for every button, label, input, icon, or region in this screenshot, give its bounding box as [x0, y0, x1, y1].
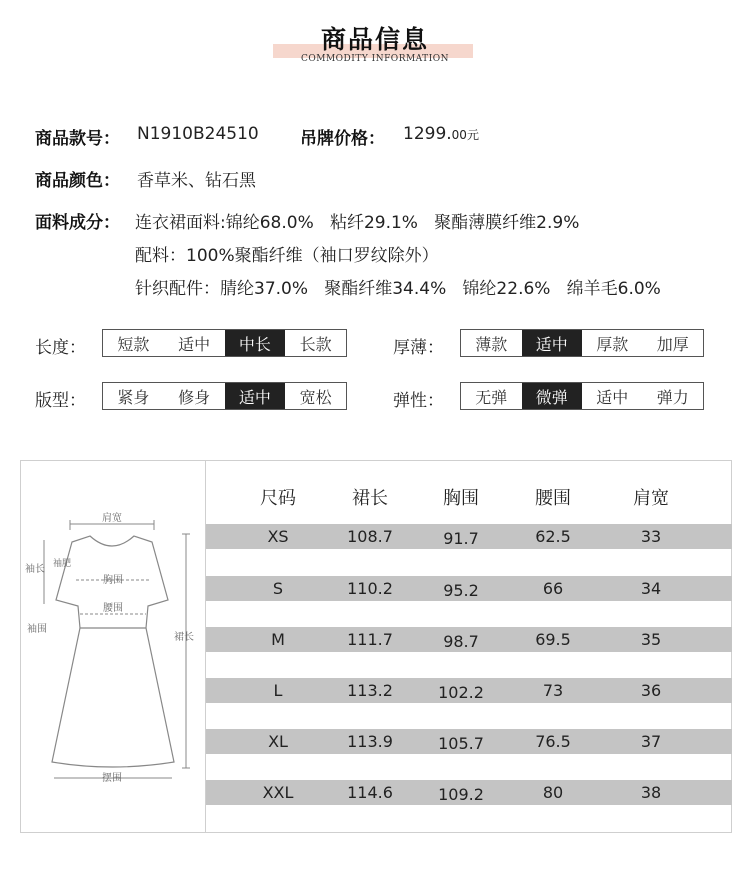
option-cell: 宽松	[299, 387, 332, 407]
diagram-label-skirt-length: 裙长	[174, 632, 194, 643]
table-cell: 108.7	[347, 527, 393, 546]
table-cell: 35	[640, 630, 662, 649]
option-group-length	[102, 329, 347, 357]
size-header-chest: 胸围	[443, 488, 479, 509]
table-cell: M	[271, 630, 285, 649]
table-cell: 66	[542, 579, 564, 598]
option-cell-selected: 适中	[522, 330, 583, 356]
option-cell: 紧身	[117, 387, 150, 407]
table-cell: 62.5	[535, 527, 571, 546]
option-cell-selected: 微弹	[522, 383, 583, 409]
fabric-line-3: 针织配件：腈纶37.0% 聚酯纤维34.4% 锦纶22.6% 绵羊毛6.0%	[135, 279, 661, 299]
table-cell: 105.7	[438, 734, 484, 753]
table-cell: XS	[267, 527, 289, 546]
product-code-value: N1910B24510	[137, 124, 259, 144]
price-value	[403, 124, 479, 144]
table-cell: 37	[640, 732, 662, 751]
page-subtitle: COMMODITY INFORMATION	[300, 54, 449, 64]
diagram-label-hem: 摆围	[102, 773, 122, 784]
option-label-elasticity: 弹性：	[393, 391, 444, 411]
diagram-label-sleeve-length: 袖长	[25, 564, 45, 575]
size-header-size: 尺码	[260, 488, 296, 509]
size-header-waist: 腰围	[535, 488, 571, 509]
option-cell: 适中	[178, 334, 211, 354]
table-cell: 36	[640, 681, 662, 700]
table-cell: L	[273, 681, 283, 700]
table-cell: 113.2	[347, 681, 393, 700]
option-cell: 短款	[117, 334, 150, 354]
price-small: 00元	[451, 128, 479, 142]
option-cell: 长款	[299, 334, 332, 354]
table-cell: 34	[640, 579, 662, 598]
option-cell: 弹力	[656, 387, 689, 407]
option-cell: 修身	[178, 387, 211, 407]
size-header-shoulder: 肩宽	[633, 488, 669, 509]
table-cell: 91.7	[443, 529, 479, 548]
option-cell: 加厚	[656, 334, 689, 354]
diagram-label-cuff: 袖围	[27, 624, 47, 635]
option-label-length: 长度：	[35, 338, 86, 358]
table-cell: XL	[268, 732, 288, 751]
option-label-fit: 版型：	[35, 391, 86, 411]
option-group-fit	[102, 382, 347, 410]
table-cell: 111.7	[347, 630, 393, 649]
table-cell: 73	[542, 681, 564, 700]
option-cell: 无弹	[475, 387, 508, 407]
table-cell: 33	[640, 527, 662, 546]
fabric-line-2: 配料：100%聚酯纤维（袖口罗纹除外）	[135, 246, 439, 266]
table-cell: XXL	[262, 783, 294, 802]
table-cell: 110.2	[347, 579, 393, 598]
option-cell: 适中	[596, 387, 629, 407]
page-title: 商品信息	[320, 25, 429, 54]
color-value: 香草米、钻石黑	[137, 171, 256, 191]
table-cell: 95.2	[443, 581, 479, 600]
fabric-line-1: 连衣裙面料:锦纶68.0% 粘纤29.1% 聚酯薄膜纤维2.9%	[135, 213, 580, 233]
option-group-elasticity	[460, 382, 704, 410]
table-cell: 109.2	[438, 785, 484, 804]
table-cell: 113.9	[347, 732, 393, 751]
size-header-length: 裙长	[352, 488, 388, 509]
table-cell: 102.2	[438, 683, 484, 702]
option-group-thickness	[460, 329, 704, 357]
price-label: 吊牌价格：	[300, 129, 385, 149]
diagram-label-waist: 腰围	[103, 603, 123, 614]
table-cell: 38	[640, 783, 662, 802]
table-cell: S	[272, 579, 284, 598]
option-cell: 厚款	[596, 334, 629, 354]
diagram-label-chest: 胸围	[103, 575, 123, 586]
option-cell-selected: 中长	[225, 330, 286, 356]
table-cell: 114.6	[347, 783, 393, 802]
color-label: 商品颜色：	[35, 171, 120, 191]
price-main: 1299.	[403, 124, 452, 144]
table-cell: 76.5	[535, 732, 571, 751]
option-label-thickness: 厚薄：	[393, 338, 444, 358]
fabric-label: 面料成分：	[35, 213, 120, 233]
diagram-label-shoulder: 肩宽	[102, 513, 122, 524]
option-cell-selected: 适中	[225, 383, 286, 409]
diagram-label-armhole: 袖肥	[53, 559, 72, 569]
table-cell: 69.5	[535, 630, 571, 649]
dress-measurement-diagram	[22, 500, 204, 800]
table-cell: 80	[542, 783, 564, 802]
option-cell: 薄款	[475, 334, 508, 354]
table-cell: 98.7	[443, 632, 479, 651]
product-code-label: 商品款号：	[35, 129, 120, 149]
